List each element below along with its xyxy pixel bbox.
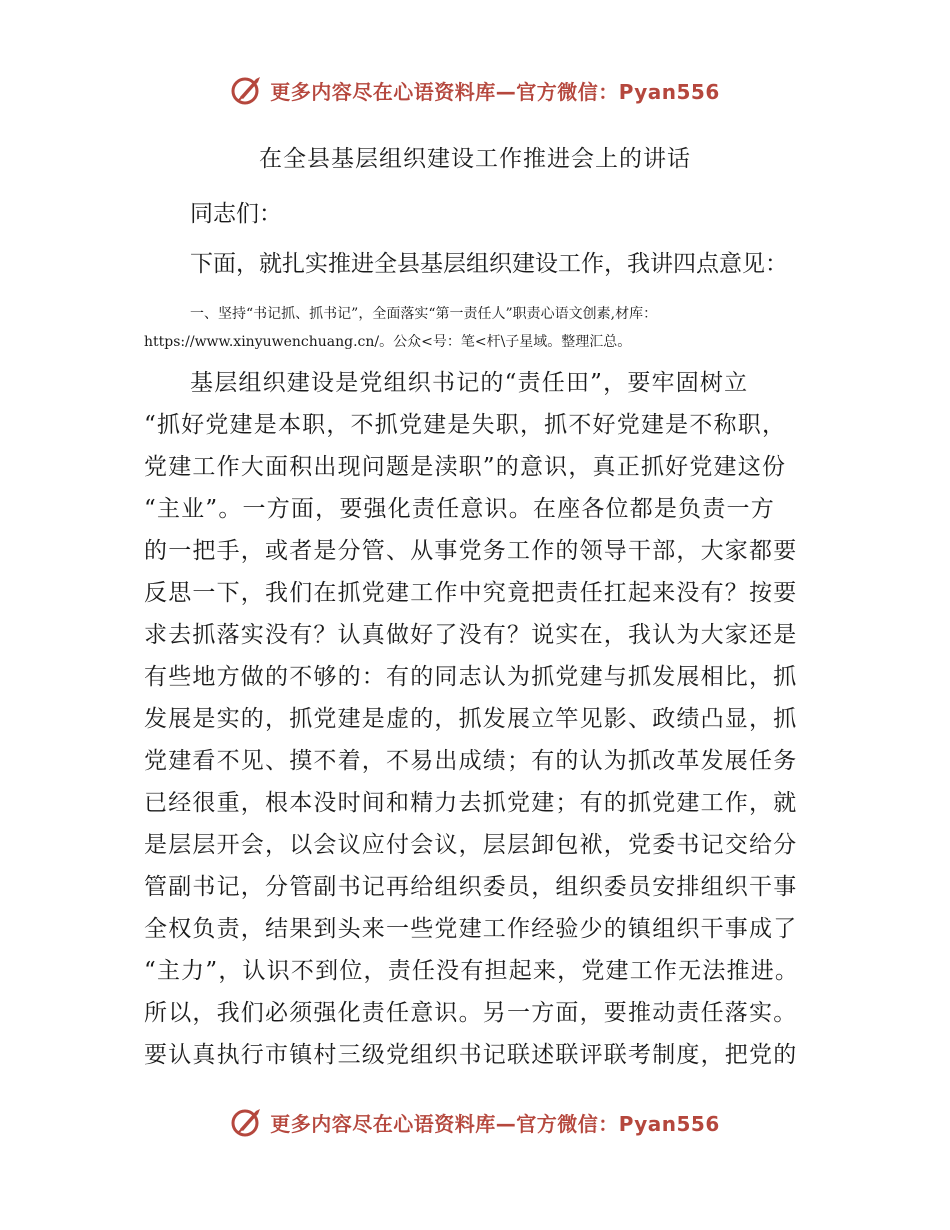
banner-text: 更多内容尽在心语资料库—官方微信：Pyan556	[270, 79, 720, 104]
feather-pen-logo-icon	[230, 73, 264, 107]
body-line: 管副书记，分管副书记再给组织委员，组织委员安排组织干事	[144, 874, 798, 900]
salutation: 同志们：	[190, 201, 282, 227]
intro-paragraph: 下面，就扎实推进全县基层组织建设工作，我讲四点意见：	[190, 251, 788, 277]
section-heading: 一、坚持“书记抓、抓书记”，全面落实“第一责任人”职责心语文创素,材库：https://www.xinyuwenchuang.cn/。公众<号：笔<杆\子星域。整理汇总。	[144, 306, 658, 350]
banner-text: 更多内容尽在心语资料库—官方微信：Pyan556	[270, 1111, 720, 1136]
body-line: 全权负责，结果到头来一些党建工作经验少的镇组织干事成了	[144, 916, 798, 942]
body-line: 已经很重，根本没时间和精力去抓党建；有的抓党建工作，就	[144, 790, 798, 816]
body-line: 基层组织建设是党组织书记的“责任田”，要牢固树立	[190, 370, 749, 396]
body-line: 发展是实的，抓党建是虚的，抓发展立竿见影、政绩凸显，抓	[144, 706, 798, 732]
footer-banner	[0, 1100, 950, 1144]
body-line: 所以，我们必须强化责任意识。另一方面，要推动责任落实。	[144, 1000, 798, 1026]
body-line: 党建工作大面积出现问题是渎职”的意识，真正抓好党建这份	[144, 454, 787, 480]
document-title: 在全县基层组织建设工作推进会上的讲话	[259, 146, 691, 172]
body-line: 求去抓落实没有？认真做好了没有？说实在，我认为大家还是	[144, 622, 798, 648]
feather-pen-logo-icon	[230, 1105, 264, 1139]
body-line: 是层层开会，以会议应付会议，层层卸包袱，党委书记交给分	[144, 832, 798, 858]
body-line: 有些地方做的不够的：有的同志认为抓党建与抓发展相比，抓	[144, 664, 798, 690]
body-line: 反思一下，我们在抓党建工作中究竟把责任扛起来没有？按要	[144, 580, 798, 606]
body-line: “主业”。一方面，要强化责任意识。在座各位都是负责一方	[144, 496, 775, 522]
body-line: 要认真执行市镇村三级党组织书记联述联评联考制度，把党的	[144, 1042, 798, 1068]
body-line: 的一把手，或者是分管、从事党务工作的领导干部，大家都要	[144, 538, 798, 564]
body-line: 党建看不见、摸不着，不易出成绩；有的认为抓改革发展任务	[144, 748, 798, 774]
body-line: “主力”，认识不到位，责任没有担起来，党建工作无法推进。	[144, 958, 800, 984]
header-banner	[0, 68, 950, 112]
body-paragraph	[144, 362, 824, 1076]
body-line: “抓好党建是本职，不抓党建是失职，抓不好党建是不称职，	[144, 412, 787, 438]
